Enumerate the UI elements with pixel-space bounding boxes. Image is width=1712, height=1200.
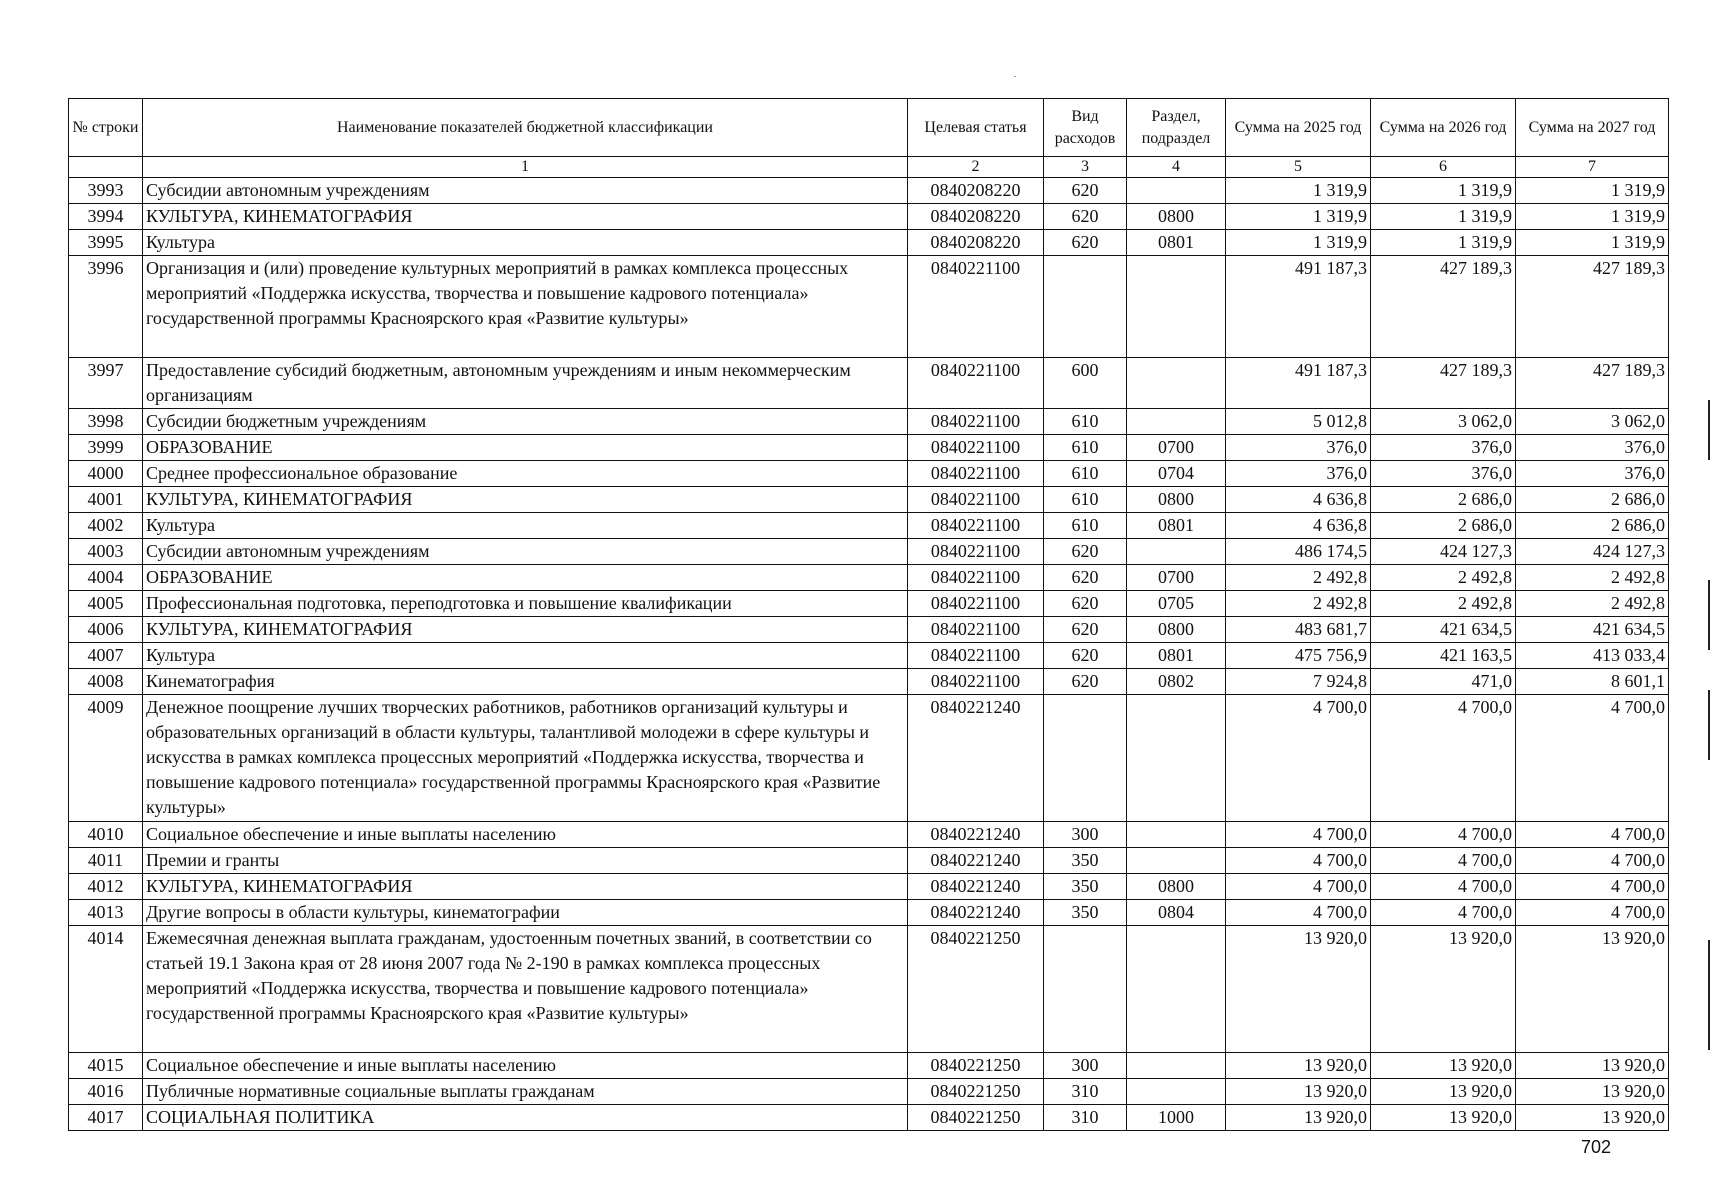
- row-vid: 610: [1044, 409, 1127, 435]
- row-sum-2025: 13 920,0: [1226, 926, 1371, 1053]
- row-vid: [1044, 695, 1127, 822]
- row-name: Среднее профессиональное образование: [143, 461, 908, 487]
- row-sum-2026: 1 319,9: [1371, 204, 1516, 230]
- table-row: [69, 643, 1669, 669]
- row-sum-2027: 4 700,0: [1516, 822, 1669, 848]
- row-sum-2027: 376,0: [1516, 435, 1669, 461]
- row-sum-2026: 2 686,0: [1371, 487, 1516, 513]
- row-sum-2025: 4 700,0: [1226, 874, 1371, 900]
- row-vid: 300: [1044, 822, 1127, 848]
- table-row: [69, 461, 1669, 487]
- row-sum-2027: 376,0: [1516, 461, 1669, 487]
- table-row: [69, 539, 1669, 565]
- column-number: 1: [143, 157, 908, 178]
- row-sum-2027: 1 319,9: [1516, 230, 1669, 256]
- row-number: 3999: [69, 435, 143, 461]
- table-row: [69, 435, 1669, 461]
- row-sum-2025: 2 492,8: [1226, 591, 1371, 617]
- row-razdel: 1000: [1127, 1105, 1226, 1131]
- row-sum-2026: 13 920,0: [1371, 926, 1516, 1053]
- row-sum-2025: 376,0: [1226, 435, 1371, 461]
- row-vid: 310: [1044, 1079, 1127, 1105]
- row-sum-2026: 4 700,0: [1371, 822, 1516, 848]
- row-sum-2027: 427 189,3: [1516, 358, 1669, 409]
- row-sum-2027: 13 920,0: [1516, 1053, 1669, 1079]
- row-razdel: 0801: [1127, 643, 1226, 669]
- column-number: 5: [1226, 157, 1371, 178]
- row-name: Предоставление субсидий бюджетным, автономным учреждениям и иным некоммерческим организациям: [143, 358, 908, 409]
- row-sum-2025: 4 700,0: [1226, 822, 1371, 848]
- row-number: 4015: [69, 1053, 143, 1079]
- table-row: [69, 204, 1669, 230]
- row-target-code: 0840221100: [908, 358, 1044, 409]
- row-sum-2025: 5 012,8: [1226, 409, 1371, 435]
- row-sum-2025: 13 920,0: [1226, 1105, 1371, 1131]
- budget-table: [68, 98, 1669, 1131]
- row-razdel: 0700: [1127, 565, 1226, 591]
- row-vid: 310: [1044, 1105, 1127, 1131]
- row-vid: 350: [1044, 874, 1127, 900]
- row-sum-2027: 13 920,0: [1516, 1105, 1669, 1131]
- row-number: 4005: [69, 591, 143, 617]
- row-sum-2027: 2 686,0: [1516, 487, 1669, 513]
- column-number: 2: [908, 157, 1044, 178]
- row-number: 4011: [69, 848, 143, 874]
- row-target-code: 0840221100: [908, 487, 1044, 513]
- table-row: [69, 900, 1669, 926]
- row-sum-2026: 4 700,0: [1371, 874, 1516, 900]
- row-name: Публичные нормативные социальные выплаты гражданам: [143, 1079, 908, 1105]
- row-number: 4017: [69, 1105, 143, 1131]
- row-sum-2025: 376,0: [1226, 461, 1371, 487]
- row-sum-2025: 7 924,8: [1226, 669, 1371, 695]
- row-sum-2025: 4 636,8: [1226, 513, 1371, 539]
- row-razdel: 0802: [1127, 669, 1226, 695]
- row-target-code: 0840221240: [908, 822, 1044, 848]
- table-row: [69, 1079, 1669, 1105]
- table-row: [69, 409, 1669, 435]
- row-vid: 620: [1044, 591, 1127, 617]
- row-sum-2026: 421 163,5: [1371, 643, 1516, 669]
- table-row: [69, 617, 1669, 643]
- row-sum-2025: 4 700,0: [1226, 695, 1371, 822]
- column-number-row: [69, 157, 1669, 178]
- header-razdel: Раздел, подраздел: [1127, 99, 1226, 157]
- row-sum-2027: 427 189,3: [1516, 256, 1669, 358]
- table-row: [69, 513, 1669, 539]
- row-name: Культура: [143, 643, 908, 669]
- row-name: КУЛЬТУРА, КИНЕМАТОГРАФИЯ: [143, 874, 908, 900]
- row-sum-2026: 376,0: [1371, 435, 1516, 461]
- row-number: 4012: [69, 874, 143, 900]
- row-target-code: 0840221100: [908, 539, 1044, 565]
- scan-margin-mark: [1708, 690, 1710, 760]
- row-number: 3995: [69, 230, 143, 256]
- row-sum-2025: 4 700,0: [1226, 848, 1371, 874]
- row-sum-2027: 3 062,0: [1516, 409, 1669, 435]
- table-row: [69, 695, 1669, 822]
- row-razdel: 0800: [1127, 204, 1226, 230]
- row-sum-2025: 1 319,9: [1226, 178, 1371, 204]
- row-name: Профессиональная подготовка, переподготовка и повышение квалификации: [143, 591, 908, 617]
- row-number: 4002: [69, 513, 143, 539]
- row-number: 4000: [69, 461, 143, 487]
- row-sum-2026: 424 127,3: [1371, 539, 1516, 565]
- row-razdel: [1127, 256, 1226, 358]
- row-number: 4013: [69, 900, 143, 926]
- row-name: СОЦИАЛЬНАЯ ПОЛИТИКА: [143, 1105, 908, 1131]
- row-number: 4004: [69, 565, 143, 591]
- row-vid: 350: [1044, 848, 1127, 874]
- row-number: 4016: [69, 1079, 143, 1105]
- row-number: 4014: [69, 926, 143, 1053]
- scan-speck: [1014, 76, 1016, 77]
- row-name: Социальное обеспечение и иные выплаты населению: [143, 822, 908, 848]
- row-target-code: 0840221100: [908, 435, 1044, 461]
- row-sum-2026: 4 700,0: [1371, 848, 1516, 874]
- row-sum-2027: 8 601,1: [1516, 669, 1669, 695]
- row-name: Культура: [143, 513, 908, 539]
- row-vid: 620: [1044, 230, 1127, 256]
- row-number: 4010: [69, 822, 143, 848]
- row-number: 4006: [69, 617, 143, 643]
- row-target-code: 0840221100: [908, 461, 1044, 487]
- row-sum-2026: 427 189,3: [1371, 256, 1516, 358]
- row-sum-2027: 421 634,5: [1516, 617, 1669, 643]
- row-name: Ежемесячная денежная выплата гражданам, удостоенным почетных званий, в соответствии со статьей 19.1 Закона края от 28 июня 2007 года № 2-190 в рамках комплекса процессных мероприятий «Поддержка искусства, творчества и повышение кадрового потенциала» государственной программы Красноярского края «Развитие культуры»: [143, 926, 908, 1053]
- row-sum-2025: 483 681,7: [1226, 617, 1371, 643]
- row-name: Другие вопросы в области культуры, кинематографии: [143, 900, 908, 926]
- scan-margin-mark: [1708, 400, 1710, 460]
- row-name: Социальное обеспечение и иные выплаты населению: [143, 1053, 908, 1079]
- row-sum-2026: 13 920,0: [1371, 1105, 1516, 1131]
- row-vid: 350: [1044, 900, 1127, 926]
- row-sum-2027: 4 700,0: [1516, 874, 1669, 900]
- header-sum-2026: Сумма на 2026 год: [1371, 99, 1516, 157]
- row-sum-2027: 13 920,0: [1516, 1079, 1669, 1105]
- row-number: 3996: [69, 256, 143, 358]
- row-razdel: 0804: [1127, 900, 1226, 926]
- row-target-code: 0840221100: [908, 617, 1044, 643]
- row-target-code: 0840221250: [908, 1079, 1044, 1105]
- row-target-code: 0840208220: [908, 230, 1044, 256]
- column-number: [69, 157, 143, 178]
- row-sum-2027: 13 920,0: [1516, 926, 1669, 1053]
- table-row: [69, 178, 1669, 204]
- row-vid: 610: [1044, 435, 1127, 461]
- row-target-code: 0840221100: [908, 669, 1044, 695]
- row-name: ОБРАЗОВАНИЕ: [143, 565, 908, 591]
- row-vid: 620: [1044, 643, 1127, 669]
- table-row: [69, 591, 1669, 617]
- row-vid: 300: [1044, 1053, 1127, 1079]
- column-number: 6: [1371, 157, 1516, 178]
- row-razdel: 0801: [1127, 513, 1226, 539]
- row-vid: 610: [1044, 461, 1127, 487]
- row-razdel: 0801: [1127, 230, 1226, 256]
- row-sum-2025: 13 920,0: [1226, 1053, 1371, 1079]
- row-sum-2026: 1 319,9: [1371, 178, 1516, 204]
- column-number: 7: [1516, 157, 1669, 178]
- row-name: Субсидии автономным учреждениям: [143, 178, 908, 204]
- header-name: Наименование показателей бюджетной классификации: [143, 99, 908, 157]
- row-vid: 610: [1044, 513, 1127, 539]
- row-name: КУЛЬТУРА, КИНЕМАТОГРАФИЯ: [143, 204, 908, 230]
- row-vid: 600: [1044, 358, 1127, 409]
- row-target-code: 0840221100: [908, 643, 1044, 669]
- row-number: 4009: [69, 695, 143, 822]
- page-number: 702: [1581, 1137, 1612, 1157]
- row-razdel: 0704: [1127, 461, 1226, 487]
- row-target-code: 0840221240: [908, 874, 1044, 900]
- table-row: [69, 848, 1669, 874]
- row-name: Премии и гранты: [143, 848, 908, 874]
- row-sum-2026: 2 686,0: [1371, 513, 1516, 539]
- row-sum-2025: 475 756,9: [1226, 643, 1371, 669]
- row-name: КУЛЬТУРА, КИНЕМАТОГРАФИЯ: [143, 487, 908, 513]
- header-row-no: № строки: [69, 99, 143, 157]
- row-sum-2026: 427 189,3: [1371, 358, 1516, 409]
- row-target-code: 0840208220: [908, 204, 1044, 230]
- row-target-code: 0840208220: [908, 178, 1044, 204]
- row-sum-2025: 2 492,8: [1226, 565, 1371, 591]
- row-razdel: [1127, 848, 1226, 874]
- row-target-code: 0840221100: [908, 513, 1044, 539]
- header-sum-2025: Сумма на 2025 год: [1226, 99, 1371, 157]
- row-target-code: 0840221250: [908, 926, 1044, 1053]
- row-sum-2026: 471,0: [1371, 669, 1516, 695]
- row-name: ОБРАЗОВАНИЕ: [143, 435, 908, 461]
- row-razdel: 0700: [1127, 435, 1226, 461]
- row-sum-2025: 13 920,0: [1226, 1079, 1371, 1105]
- row-sum-2027: 4 700,0: [1516, 900, 1669, 926]
- table-row: [69, 926, 1669, 1053]
- row-razdel: [1127, 358, 1226, 409]
- row-razdel: [1127, 178, 1226, 204]
- row-vid: 610: [1044, 487, 1127, 513]
- row-sum-2027: 4 700,0: [1516, 695, 1669, 822]
- row-sum-2025: 491 187,3: [1226, 358, 1371, 409]
- row-number: 3998: [69, 409, 143, 435]
- row-number: 3993: [69, 178, 143, 204]
- row-sum-2026: 2 492,8: [1371, 591, 1516, 617]
- row-name: Денежное поощрение лучших творческих работников, работников организаций культуры и образовательных организаций в области культуры, талантливой молодежи в сфере культуры и искусства в рамках комплекса процессных мероприятий «Поддержка искусства, творчества и повышение кадрового потенциала» государственной программы Красноярского края «Развитие культуры»: [143, 695, 908, 822]
- column-number: 3: [1044, 157, 1127, 178]
- row-sum-2027: 1 319,9: [1516, 178, 1669, 204]
- table-row: [69, 565, 1669, 591]
- row-vid: [1044, 926, 1127, 1053]
- row-sum-2027: 2 492,8: [1516, 565, 1669, 591]
- row-target-code: 0840221250: [908, 1105, 1044, 1131]
- table-row: [69, 487, 1669, 513]
- row-sum-2025: 4 700,0: [1226, 900, 1371, 926]
- row-razdel: 0800: [1127, 874, 1226, 900]
- row-sum-2025: 1 319,9: [1226, 230, 1371, 256]
- row-vid: 620: [1044, 565, 1127, 591]
- row-sum-2025: 1 319,9: [1226, 204, 1371, 230]
- row-sum-2027: 413 033,4: [1516, 643, 1669, 669]
- table-row: [69, 822, 1669, 848]
- row-razdel: [1127, 1079, 1226, 1105]
- row-name: КУЛЬТУРА, КИНЕМАТОГРАФИЯ: [143, 617, 908, 643]
- row-sum-2027: 424 127,3: [1516, 539, 1669, 565]
- row-razdel: [1127, 539, 1226, 565]
- row-sum-2025: 4 636,8: [1226, 487, 1371, 513]
- row-number: 4001: [69, 487, 143, 513]
- row-name: Культура: [143, 230, 908, 256]
- row-sum-2026: 4 700,0: [1371, 695, 1516, 822]
- row-vid: 620: [1044, 617, 1127, 643]
- row-sum-2026: 421 634,5: [1371, 617, 1516, 643]
- row-vid: 620: [1044, 204, 1127, 230]
- row-target-code: 0840221100: [908, 591, 1044, 617]
- row-sum-2025: 491 187,3: [1226, 256, 1371, 358]
- table-row: [69, 1053, 1669, 1079]
- table-row: [69, 874, 1669, 900]
- row-razdel: [1127, 409, 1226, 435]
- row-sum-2027: 4 700,0: [1516, 848, 1669, 874]
- row-number: 3994: [69, 204, 143, 230]
- header-target: Целевая статья: [908, 99, 1044, 157]
- row-name: Субсидии автономным учреждениям: [143, 539, 908, 565]
- header-vid: Вид расходов: [1044, 99, 1127, 157]
- row-sum-2026: 13 920,0: [1371, 1053, 1516, 1079]
- table-body: [69, 178, 1669, 1131]
- row-target-code: 0840221250: [908, 1053, 1044, 1079]
- table-row: [69, 358, 1669, 409]
- row-target-code: 0840221100: [908, 565, 1044, 591]
- column-number: 4: [1127, 157, 1226, 178]
- table-row: [69, 230, 1669, 256]
- row-number: 4008: [69, 669, 143, 695]
- table-row: [69, 669, 1669, 695]
- row-sum-2026: 1 319,9: [1371, 230, 1516, 256]
- row-target-code: 0840221240: [908, 900, 1044, 926]
- scan-margin-mark: [1708, 580, 1710, 650]
- row-sum-2026: 376,0: [1371, 461, 1516, 487]
- row-razdel: [1127, 695, 1226, 822]
- row-sum-2026: 13 920,0: [1371, 1079, 1516, 1105]
- row-target-code: 0840221240: [908, 848, 1044, 874]
- row-target-code: 0840221100: [908, 409, 1044, 435]
- row-sum-2025: 486 174,5: [1226, 539, 1371, 565]
- row-name: Субсидии бюджетным учреждениям: [143, 409, 908, 435]
- row-number: 4007: [69, 643, 143, 669]
- row-razdel: [1127, 926, 1226, 1053]
- row-sum-2027: 2 686,0: [1516, 513, 1669, 539]
- row-name: Кинематография: [143, 669, 908, 695]
- row-number: 3997: [69, 358, 143, 409]
- row-sum-2026: 4 700,0: [1371, 900, 1516, 926]
- row-vid: 620: [1044, 178, 1127, 204]
- row-target-code: 0840221240: [908, 695, 1044, 822]
- table-header-row: [69, 99, 1669, 157]
- row-sum-2026: 3 062,0: [1371, 409, 1516, 435]
- row-sum-2027: 2 492,8: [1516, 591, 1669, 617]
- row-sum-2027: 1 319,9: [1516, 204, 1669, 230]
- row-sum-2026: 2 492,8: [1371, 565, 1516, 591]
- row-razdel: 0705: [1127, 591, 1226, 617]
- row-razdel: 0800: [1127, 617, 1226, 643]
- header-sum-2027: Сумма на 2027 год: [1516, 99, 1669, 157]
- row-razdel: [1127, 1053, 1226, 1079]
- row-target-code: 0840221100: [908, 256, 1044, 358]
- table-row: [69, 1105, 1669, 1131]
- row-vid: 620: [1044, 539, 1127, 565]
- row-name: Организация и (или) проведение культурных мероприятий в рамках комплекса процессных мероприятий «Поддержка искусства, творчества и повышение кадрового потенциала» государственной программы Красноярского края «Развитие культуры»: [143, 256, 908, 358]
- row-number: 4003: [69, 539, 143, 565]
- row-razdel: 0800: [1127, 487, 1226, 513]
- table-row: [69, 256, 1669, 358]
- row-vid: [1044, 256, 1127, 358]
- row-razdel: [1127, 822, 1226, 848]
- row-vid: 620: [1044, 669, 1127, 695]
- scan-margin-mark: [1708, 940, 1710, 1050]
